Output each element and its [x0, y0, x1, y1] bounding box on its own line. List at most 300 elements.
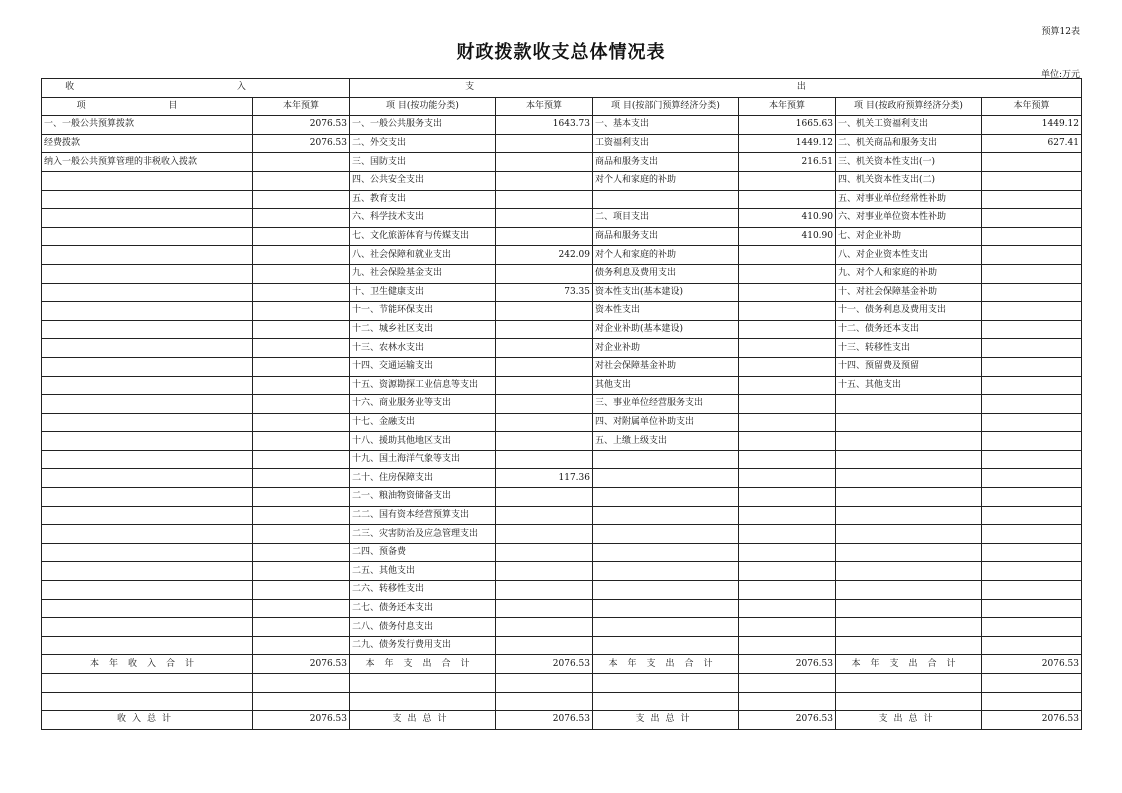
function-item-cell: 二一、粮油物资储备支出 [350, 488, 496, 507]
table-row [42, 264, 1082, 283]
function-budget-cell [496, 339, 593, 358]
table-row [42, 562, 1082, 581]
income-item-cell [42, 190, 253, 209]
gov-econ-item-cell: 本年支出合计 [836, 655, 982, 674]
income-item-cell [42, 618, 253, 637]
gov-econ-budget-cell [982, 320, 1082, 339]
dept-econ-budget-cell [739, 264, 836, 283]
dept-econ-item-cell: 资本性支出(基本建设) [593, 283, 739, 302]
gov-econ-item-cell [836, 636, 982, 655]
function-budget-cell: 242.09 [496, 246, 593, 265]
dept-econ-budget-cell [739, 320, 836, 339]
function-budget-cell [496, 432, 593, 451]
dept-econ-item-cell [593, 190, 739, 209]
column-header: 项 目(按政府预算经济分类) [836, 97, 982, 116]
table-row [42, 618, 1082, 637]
dept-econ-item-cell [593, 543, 739, 562]
dept-econ-budget-cell [739, 339, 836, 358]
table-row [42, 246, 1082, 265]
gov-econ-item-cell [836, 599, 982, 618]
income-item-cell [42, 469, 253, 488]
dept-econ-item-cell [593, 581, 739, 600]
gov-econ-item-cell: 八、对企业资本性支出 [836, 246, 982, 265]
gov-econ-budget-cell: 627.41 [982, 134, 1082, 153]
gov-econ-item-cell: 五、对事业单位经常性补助 [836, 190, 982, 209]
section-header-row [42, 79, 1082, 98]
column-header: 本年预算 [496, 97, 593, 116]
income-budget-cell [253, 450, 350, 469]
dept-econ-budget-cell [739, 618, 836, 637]
dept-econ-budget-cell [739, 171, 836, 190]
function-item-cell: 十七、金融支出 [350, 413, 496, 432]
gov-econ-item-cell: 二、机关商品和服务支出 [836, 134, 982, 153]
income-budget-cell [253, 190, 350, 209]
income-budget-cell [253, 283, 350, 302]
function-item-cell: 支出总计 [350, 711, 496, 730]
gov-econ-item-cell [836, 395, 982, 414]
table-row [42, 636, 1082, 655]
function-item-cell [350, 692, 496, 711]
income-item-cell [42, 227, 253, 246]
function-budget-cell [496, 618, 593, 637]
column-header-row [42, 97, 1082, 116]
income-budget-cell [253, 339, 350, 358]
income-item-cell: 一、一般公共预算拨款 [42, 116, 253, 135]
column-header: 项 目(按功能分类) [350, 97, 496, 116]
dept-econ-budget-cell [739, 506, 836, 525]
function-item-cell: 九、社会保险基金支出 [350, 264, 496, 283]
function-item-cell: 十四、交通运输支出 [350, 357, 496, 376]
income-item-cell: 纳入一般公共预算管理的非税收入拨款 [42, 153, 253, 172]
dept-econ-budget-cell [739, 357, 836, 376]
income-budget-cell [253, 599, 350, 618]
dept-econ-budget-cell: 2076.53 [739, 711, 836, 730]
gov-econ-item-cell [836, 432, 982, 451]
income-budget-cell [253, 171, 350, 190]
gov-econ-budget-cell [982, 543, 1082, 562]
income-budget-cell [253, 432, 350, 451]
dept-econ-budget-cell [739, 450, 836, 469]
table-row [42, 339, 1082, 358]
unit-label: 单位:万元 [1040, 70, 1080, 80]
dept-econ-budget-cell [739, 488, 836, 507]
gov-econ-item-cell: 三、机关资本性支出(一) [836, 153, 982, 172]
function-budget-cell [496, 525, 593, 544]
income-item-cell [42, 692, 253, 711]
function-budget-cell [496, 302, 593, 321]
income-item-cell [42, 357, 253, 376]
function-item-cell: 三、国防支出 [350, 153, 496, 172]
income-budget-cell [253, 692, 350, 711]
income-item-cell [42, 450, 253, 469]
income-budget-cell [253, 488, 350, 507]
income-item-cell [42, 246, 253, 265]
function-budget-cell [496, 395, 593, 414]
income-budget-cell [253, 376, 350, 395]
function-budget-cell [496, 636, 593, 655]
function-budget-cell: 1643.73 [496, 116, 593, 135]
income-item-cell [42, 395, 253, 414]
dept-econ-budget-cell [739, 376, 836, 395]
income-item-cell [42, 581, 253, 600]
gov-econ-item-cell: 四、机关资本性支出(二) [836, 171, 982, 190]
income-item-cell [42, 599, 253, 618]
function-item-cell: 二、外交支出 [350, 134, 496, 153]
gov-econ-budget-cell [982, 692, 1082, 711]
income-budget-cell [253, 618, 350, 637]
income-section-header: 收 入 [42, 79, 350, 98]
income-budget-cell: 2076.53 [253, 134, 350, 153]
dept-econ-budget-cell [739, 246, 836, 265]
income-item-cell [42, 264, 253, 283]
dept-econ-budget-cell: 410.90 [739, 227, 836, 246]
income-budget-cell [253, 395, 350, 414]
table-row [42, 153, 1082, 172]
table-row [42, 395, 1082, 414]
column-header: 本年预算 [739, 97, 836, 116]
function-budget-cell [496, 543, 593, 562]
gov-econ-budget-cell [982, 581, 1082, 600]
gov-econ-budget-cell [982, 209, 1082, 228]
table-row [42, 376, 1082, 395]
income-item-cell [42, 283, 253, 302]
gov-econ-item-cell: 七、对企业补助 [836, 227, 982, 246]
income-budget-cell [253, 525, 350, 544]
function-item-cell: 六、科学技术支出 [350, 209, 496, 228]
gov-econ-budget-cell: 2076.53 [982, 711, 1082, 730]
income-item-cell [42, 302, 253, 321]
income-item-cell [42, 209, 253, 228]
table-row [42, 357, 1082, 376]
dept-econ-budget-cell [739, 190, 836, 209]
dept-econ-budget-cell [739, 543, 836, 562]
table-row [42, 543, 1082, 562]
function-item-cell: 二八、债务付息支出 [350, 618, 496, 637]
income-item-cell [42, 562, 253, 581]
function-item-cell: 十五、资源勘探工业信息等支出 [350, 376, 496, 395]
gov-econ-budget-cell [982, 246, 1082, 265]
gov-econ-item-cell [836, 562, 982, 581]
gov-econ-budget-cell [982, 562, 1082, 581]
income-item-cell [42, 543, 253, 562]
gov-econ-budget-cell [982, 227, 1082, 246]
table-row [42, 581, 1082, 600]
income-item-cell [42, 506, 253, 525]
budget-table [41, 78, 1082, 730]
gov-econ-budget-cell [982, 674, 1082, 693]
gov-econ-budget-cell: 1449.12 [982, 116, 1082, 135]
dept-econ-item-cell [593, 469, 739, 488]
page-reference: 预算12表 [1041, 27, 1080, 37]
function-budget-cell [496, 674, 593, 693]
income-item-cell [42, 432, 253, 451]
dept-econ-budget-cell [739, 525, 836, 544]
table-row [42, 450, 1082, 469]
dept-econ-item-cell: 本年支出合计 [593, 655, 739, 674]
gov-econ-budget-cell [982, 599, 1082, 618]
function-budget-cell [496, 264, 593, 283]
dept-econ-item-cell: 四、对附属单位补助支出 [593, 413, 739, 432]
income-budget-cell [253, 357, 350, 376]
gov-econ-budget-cell [982, 413, 1082, 432]
table-row [42, 525, 1082, 544]
gov-econ-budget-cell [982, 190, 1082, 209]
function-item-cell: 二三、灾害防治及应急管理支出 [350, 525, 496, 544]
gov-econ-budget-cell [982, 264, 1082, 283]
function-item-cell: 二二、国有资本经营预算支出 [350, 506, 496, 525]
gov-econ-item-cell: 十四、预留费及预留 [836, 357, 982, 376]
income-budget-cell [253, 636, 350, 655]
dept-econ-budget-cell: 2076.53 [739, 655, 836, 674]
dept-econ-item-cell: 债务利息及费用支出 [593, 264, 739, 283]
function-item-cell: 十六、商业服务业等支出 [350, 395, 496, 414]
income-item-cell [42, 525, 253, 544]
dept-econ-item-cell: 对社会保障基金补助 [593, 357, 739, 376]
function-item-cell: 五、教育支出 [350, 190, 496, 209]
dept-econ-item-cell: 对企业补助(基本建设) [593, 320, 739, 339]
income-item-cell [42, 674, 253, 693]
dept-econ-budget-cell [739, 692, 836, 711]
gov-econ-item-cell [836, 581, 982, 600]
gov-econ-item-cell [836, 692, 982, 711]
gov-econ-budget-cell [982, 488, 1082, 507]
income-budget-cell [253, 264, 350, 283]
function-budget-cell [496, 581, 593, 600]
dept-econ-item-cell: 五、上缴上级支出 [593, 432, 739, 451]
subtotal-row [42, 655, 1082, 674]
income-budget-cell: 2076.53 [253, 655, 350, 674]
function-item-cell: 十一、节能环保支出 [350, 302, 496, 321]
table-row [42, 116, 1082, 135]
function-budget-cell [496, 357, 593, 376]
function-budget-cell [496, 692, 593, 711]
table-row [42, 227, 1082, 246]
gov-econ-item-cell [836, 525, 982, 544]
gov-econ-item-cell: 十五、其他支出 [836, 376, 982, 395]
income-item-cell [42, 413, 253, 432]
income-budget-cell [253, 581, 350, 600]
function-budget-cell [496, 171, 593, 190]
income-item-cell [42, 339, 253, 358]
income-item-cell [42, 488, 253, 507]
dept-econ-budget-cell [739, 413, 836, 432]
gov-econ-budget-cell [982, 283, 1082, 302]
column-header: 本年预算 [253, 97, 350, 116]
gov-econ-item-cell: 十三、转移性支出 [836, 339, 982, 358]
income-budget-cell [253, 246, 350, 265]
function-item-cell: 十三、农林水支出 [350, 339, 496, 358]
dept-econ-budget-cell [739, 469, 836, 488]
function-budget-cell [496, 209, 593, 228]
dept-econ-item-cell [593, 488, 739, 507]
gov-econ-budget-cell [982, 153, 1082, 172]
dept-econ-budget-cell [739, 283, 836, 302]
income-budget-cell [253, 543, 350, 562]
function-item-cell: 二九、债务发行费用支出 [350, 636, 496, 655]
gov-econ-budget-cell [982, 636, 1082, 655]
gov-econ-item-cell [836, 506, 982, 525]
function-item-cell: 十八、援助其他地区支出 [350, 432, 496, 451]
column-header: 项 目(按部门预算经济分类) [593, 97, 739, 116]
table-row [42, 283, 1082, 302]
table-title: 财政拨款收支总体情况表 [456, 42, 666, 63]
function-item-cell: 四、公共安全支出 [350, 171, 496, 190]
table-row [42, 488, 1082, 507]
function-item-cell [350, 674, 496, 693]
gov-econ-item-cell: 十、对社会保障基金补助 [836, 283, 982, 302]
table-row [42, 134, 1082, 153]
function-item-cell: 十、卫生健康支出 [350, 283, 496, 302]
expenditure-section-header: 支 出 [350, 79, 1082, 98]
blank-row [42, 692, 1082, 711]
function-budget-cell [496, 376, 593, 395]
table-row [42, 190, 1082, 209]
function-budget-cell: 2076.53 [496, 711, 593, 730]
gov-econ-budget-cell [982, 525, 1082, 544]
table-row [42, 171, 1082, 190]
dept-econ-budget-cell [739, 432, 836, 451]
dept-econ-item-cell: 支出总计 [593, 711, 739, 730]
gov-econ-budget-cell [982, 506, 1082, 525]
dept-econ-item-cell [593, 636, 739, 655]
income-budget-cell [253, 227, 350, 246]
income-budget-cell [253, 302, 350, 321]
gov-econ-item-cell: 九、对个人和家庭的补助 [836, 264, 982, 283]
gov-econ-item-cell [836, 413, 982, 432]
dept-econ-budget-cell [739, 636, 836, 655]
income-item-cell [42, 636, 253, 655]
function-budget-cell: 73.35 [496, 283, 593, 302]
function-budget-cell [496, 450, 593, 469]
gov-econ-budget-cell [982, 432, 1082, 451]
function-budget-cell: 2076.53 [496, 655, 593, 674]
income-item-cell: 本年收入合计 [42, 655, 253, 674]
dept-econ-budget-cell: 1665.63 [739, 116, 836, 135]
function-item-cell: 二四、预备费 [350, 543, 496, 562]
dept-econ-item-cell: 商品和服务支出 [593, 153, 739, 172]
income-budget-cell [253, 469, 350, 488]
function-item-cell: 一、一般公共服务支出 [350, 116, 496, 135]
dept-econ-item-cell [593, 450, 739, 469]
dept-econ-budget-cell: 216.51 [739, 153, 836, 172]
dept-econ-budget-cell: 1449.12 [739, 134, 836, 153]
gov-econ-budget-cell: 2076.53 [982, 655, 1082, 674]
dept-econ-item-cell [593, 692, 739, 711]
dept-econ-item-cell: 工资福利支出 [593, 134, 739, 153]
dept-econ-budget-cell [739, 302, 836, 321]
gov-econ-budget-cell [982, 357, 1082, 376]
income-item-cell [42, 376, 253, 395]
function-item-cell: 八、社会保障和就业支出 [350, 246, 496, 265]
dept-econ-item-cell: 商品和服务支出 [593, 227, 739, 246]
dept-econ-budget-cell [739, 562, 836, 581]
dept-econ-item-cell [593, 506, 739, 525]
gov-econ-item-cell [836, 488, 982, 507]
gov-econ-item-cell: 六、对事业单位资本性补助 [836, 209, 982, 228]
gov-econ-item-cell: 十一、债务利息及费用支出 [836, 302, 982, 321]
function-item-cell: 七、文化旅游体育与传媒支出 [350, 227, 496, 246]
function-budget-cell [496, 413, 593, 432]
function-budget-cell [496, 506, 593, 525]
table-row [42, 599, 1082, 618]
gov-econ-item-cell [836, 618, 982, 637]
dept-econ-item-cell: 资本性支出 [593, 302, 739, 321]
gov-econ-item-cell [836, 469, 982, 488]
income-budget-cell [253, 413, 350, 432]
table-row [42, 432, 1082, 451]
function-item-cell: 本年支出合计 [350, 655, 496, 674]
dept-econ-item-cell: 对个人和家庭的补助 [593, 171, 739, 190]
function-item-cell: 二十、住房保障支出 [350, 469, 496, 488]
table-row [42, 209, 1082, 228]
gov-econ-budget-cell [982, 376, 1082, 395]
gov-econ-budget-cell [982, 171, 1082, 190]
dept-econ-item-cell: 二、项目支出 [593, 209, 739, 228]
table-row [42, 413, 1082, 432]
function-budget-cell [496, 227, 593, 246]
table-row [42, 469, 1082, 488]
dept-econ-budget-cell [739, 581, 836, 600]
income-budget-cell [253, 506, 350, 525]
income-item-cell [42, 320, 253, 339]
income-budget-cell: 2076.53 [253, 711, 350, 730]
blank-row [42, 674, 1082, 693]
gov-econ-item-cell: 一、机关工资福利支出 [836, 116, 982, 135]
gov-econ-item-cell: 支出总计 [836, 711, 982, 730]
dept-econ-item-cell [593, 525, 739, 544]
function-budget-cell [496, 190, 593, 209]
gov-econ-budget-cell [982, 450, 1082, 469]
function-budget-cell: 117.36 [496, 469, 593, 488]
income-item-cell: 经费拨款 [42, 134, 253, 153]
dept-econ-budget-cell [739, 674, 836, 693]
function-budget-cell [496, 562, 593, 581]
gov-econ-item-cell: 十二、债务还本支出 [836, 320, 982, 339]
income-item-cell: 收入总计 [42, 711, 253, 730]
income-budget-cell [253, 153, 350, 172]
dept-econ-budget-cell [739, 599, 836, 618]
table-row [42, 506, 1082, 525]
dept-econ-item-cell: 对企业补助 [593, 339, 739, 358]
dept-econ-budget-cell: 410.90 [739, 209, 836, 228]
gov-econ-item-cell [836, 450, 982, 469]
income-budget-cell [253, 209, 350, 228]
income-budget-cell [253, 562, 350, 581]
gov-econ-item-cell [836, 543, 982, 562]
gov-econ-budget-cell [982, 618, 1082, 637]
gov-econ-budget-cell [982, 395, 1082, 414]
dept-econ-item-cell: 其他支出 [593, 376, 739, 395]
table-row [42, 320, 1082, 339]
function-item-cell: 二七、债务还本支出 [350, 599, 496, 618]
gov-econ-item-cell [836, 674, 982, 693]
dept-econ-item-cell: 三、事业单位经营服务支出 [593, 395, 739, 414]
function-budget-cell [496, 153, 593, 172]
income-item-cell [42, 171, 253, 190]
dept-econ-item-cell [593, 562, 739, 581]
function-budget-cell [496, 134, 593, 153]
gov-econ-budget-cell [982, 302, 1082, 321]
function-item-cell: 二六、转移性支出 [350, 581, 496, 600]
gov-econ-budget-cell [982, 339, 1082, 358]
income-budget-cell [253, 674, 350, 693]
gov-econ-budget-cell [982, 469, 1082, 488]
dept-econ-item-cell: 一、基本支出 [593, 116, 739, 135]
income-budget-cell: 2076.53 [253, 116, 350, 135]
function-item-cell: 十九、国土海洋气象等支出 [350, 450, 496, 469]
table-row [42, 302, 1082, 321]
function-budget-cell [496, 599, 593, 618]
